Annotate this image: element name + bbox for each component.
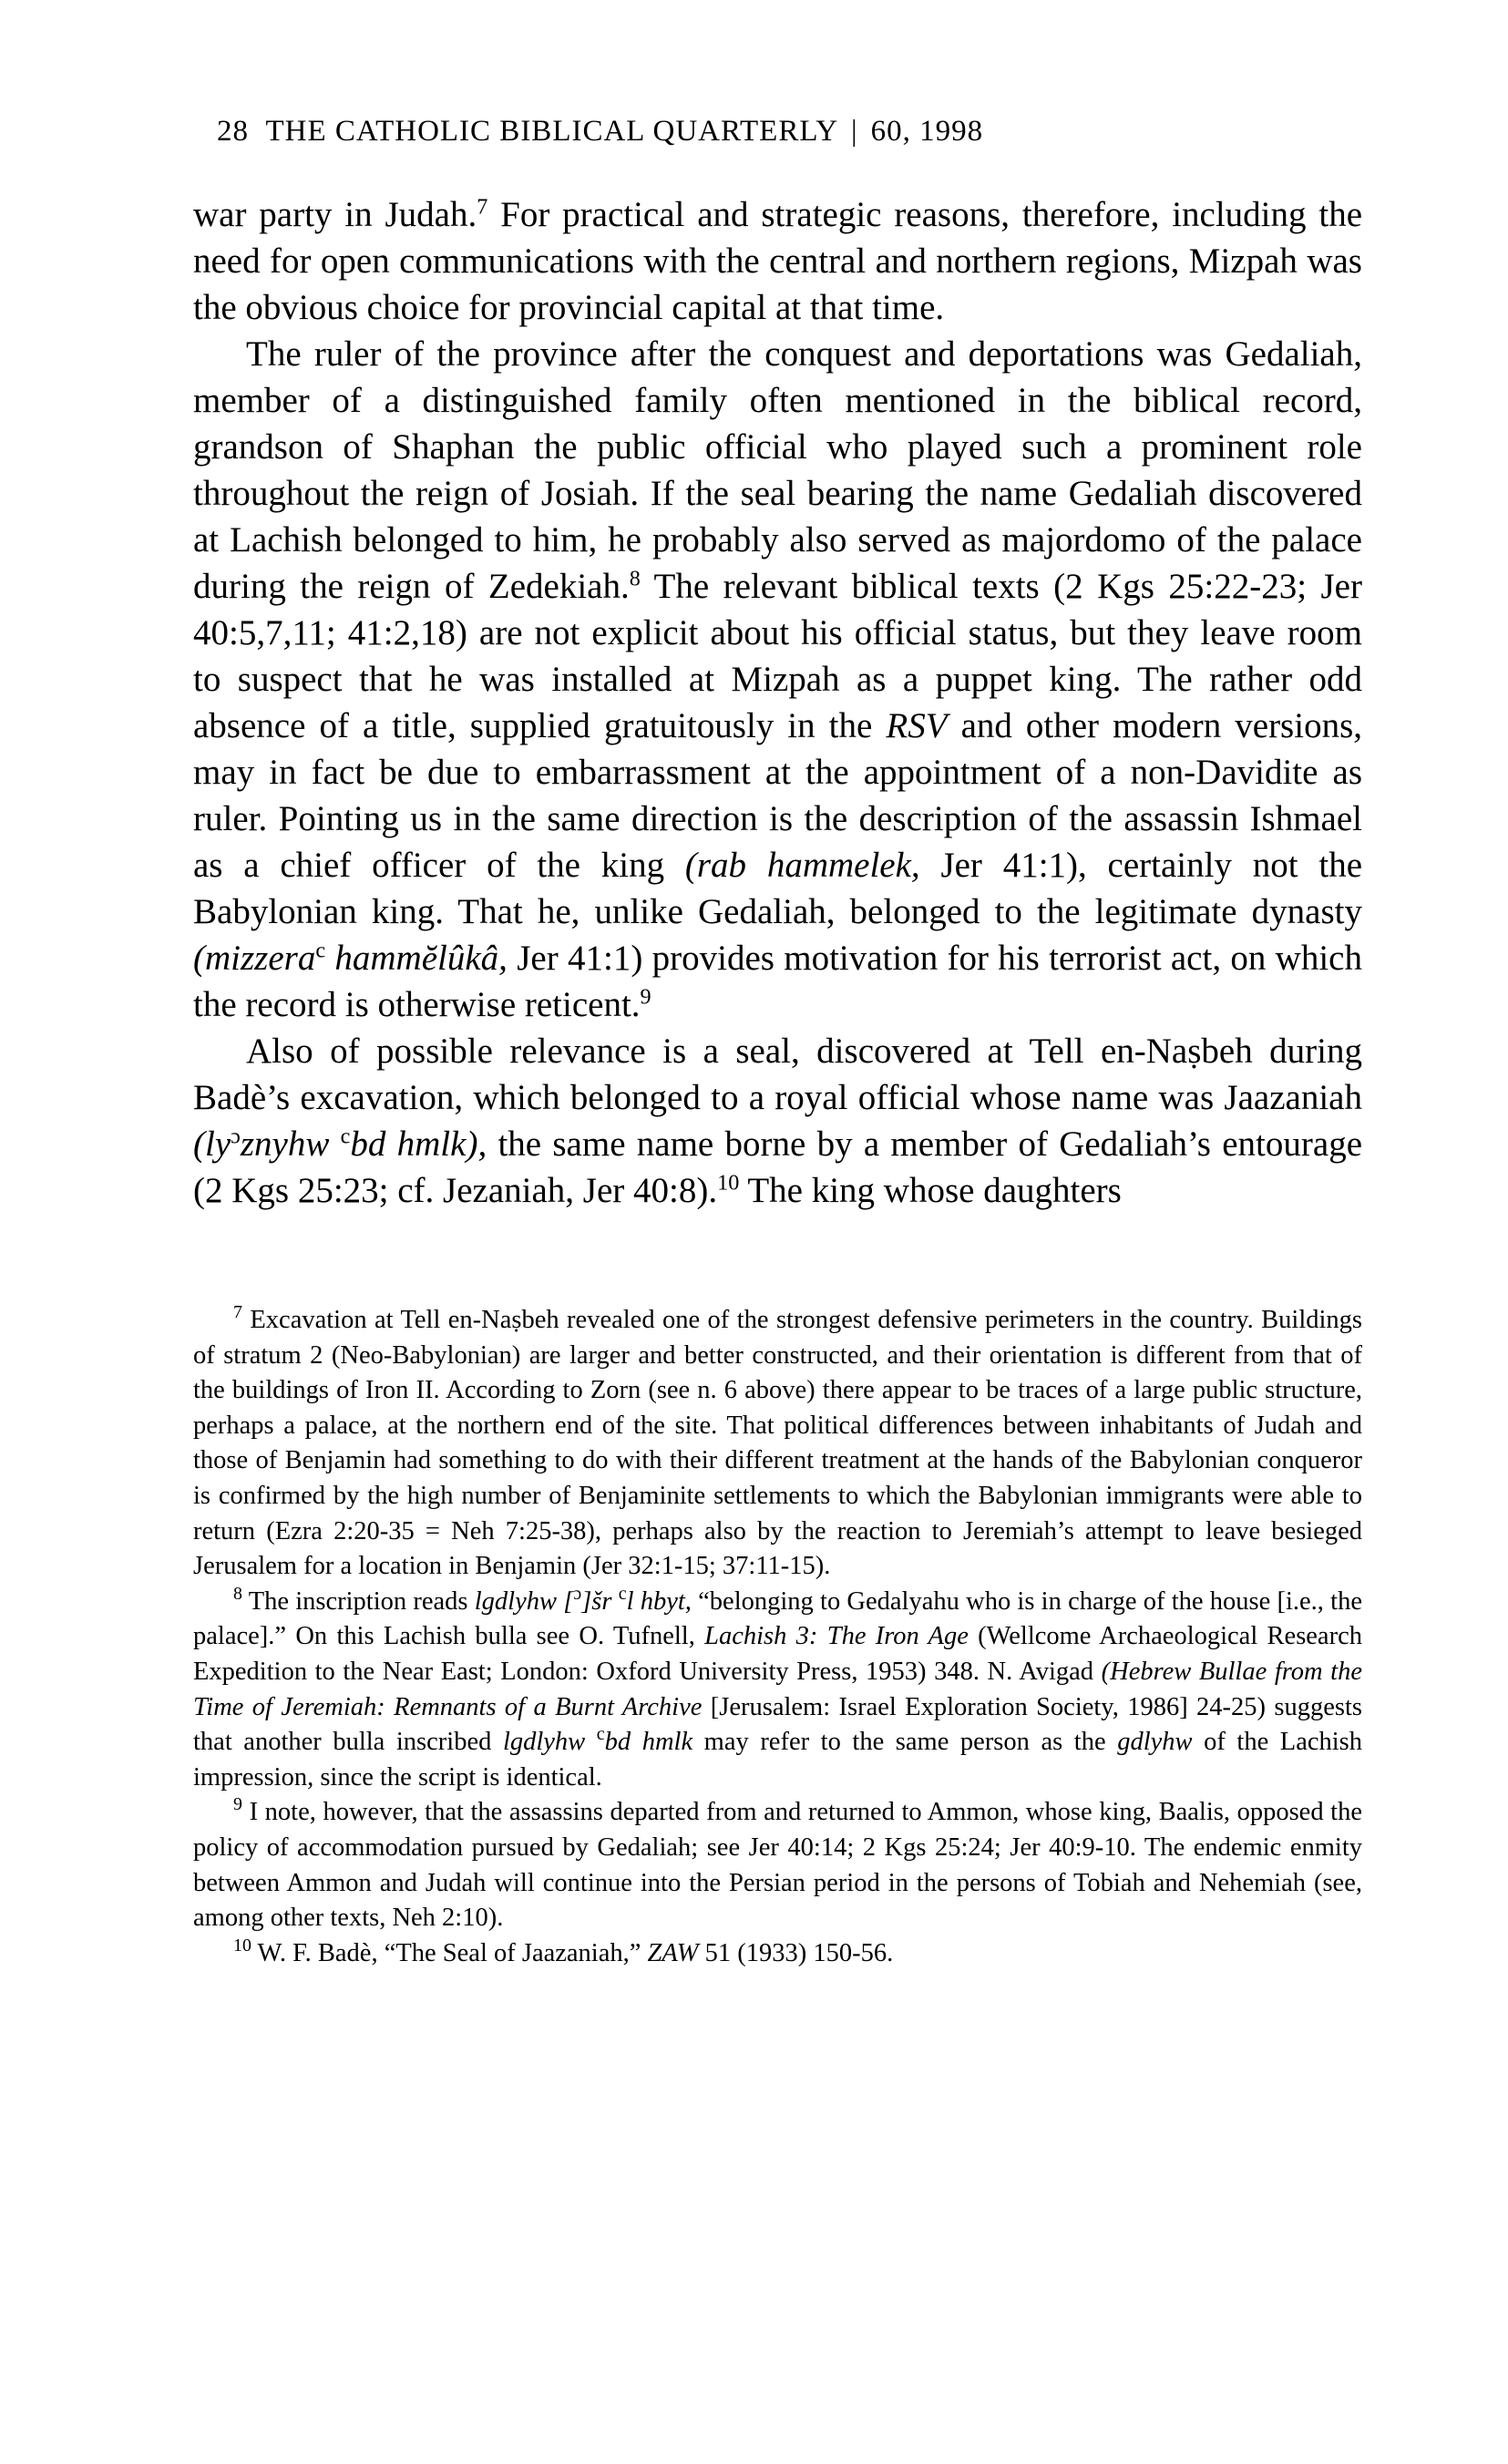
footnote-text: (Wellcome Archaeological Research Expedition to the Near East; London: Oxford University Press, 1953) 348. N. Avigad (193, 1622, 1362, 1686)
footnote-text: “belonging to Gedalyahu who is in charge of the house [i.e., the palace].” On this Lachish bulla see O. Tufnell, (193, 1586, 1362, 1651)
text-run: For practical and strategic reasons, therefore, including the need for open communications with the central and northern regions, Mizpah was the obvious choice for provincial capital at that time. (193, 195, 1362, 327)
footnote-ref[interactable]: 9 (640, 984, 651, 1010)
paragraph (193, 191, 1362, 331)
italic-run: bd hmlk), (350, 1124, 487, 1164)
running-head (217, 113, 1365, 149)
footnote-text: 51 (1933) 150-56. (698, 1938, 894, 1967)
italic-run: znyhw (240, 1124, 341, 1164)
text-run: Jer 41:1) provides motivation for his terrorist act, on which the record is otherwise reticent. (193, 939, 1362, 1024)
italic-run: ]šr (581, 1586, 619, 1616)
italic-run: (mizzera (193, 939, 316, 978)
footnote-text: of the Lachish impression, since the script is identical. (193, 1728, 1363, 1792)
text-run: The king whose daughters (739, 1171, 1122, 1210)
footnotes (193, 1303, 1362, 1971)
italic-run: hammĕlûkâ, (325, 939, 508, 978)
footnote-7 (193, 1303, 1362, 1585)
text-run: The ruler of the province after the conquest and deportations was Gedaliah, member of a distinguished family often mentioned in the biblical record, grandson of Shaphan the public official who played such a prominent role throughout the reign of Josiah. If the seal bearing the name Gedaliah discovered at Lachish belonged to him, he probably also served as majordomo of the palace during the reign of Zedekiah. (193, 334, 1362, 606)
italic-run: (rab hammelek, (684, 846, 920, 885)
footnote-8 (193, 1585, 1362, 1796)
italic-run: Lachish 3: The Iron Age (704, 1622, 969, 1651)
paragraph (193, 1028, 1362, 1214)
italic-run: ZAW (647, 1938, 699, 1967)
footnote-text: I note, however, that the assassins departed from and returned to Ammon, whose king, Baalis, opposed the policy of accommodation pursued by Gedaliah; see Jer 40:14; 2 Kgs 25:24; Jer 40:9-10. The endemic enmity between Ammon and Judah will continue into the Persian period in the persons of Tobiah and Nehemiah (see, among other texts, Neh 2:10). (193, 1798, 1362, 1933)
footnote-number: 8 (233, 1583, 242, 1604)
text-run: war party in Judah. (193, 195, 477, 234)
italic-run: RSV (886, 706, 948, 745)
footnote-ref[interactable]: 10 (717, 1170, 740, 1196)
text-run: the same name borne by a member of Gedaliah’s entourage (2 Kgs 25:23; cf. Jezaniah, Jer 40:8). (193, 1124, 1362, 1210)
text-run: and other modern versions, may in fact be due to embarrassment at the appointment of a non-Davidite as ruler. Pointing us in the same direction is the description of the assassin Ishmael as a chief officer of the king (193, 706, 1362, 885)
footnote-text: The inscription reads (241, 1586, 475, 1616)
paragraph (193, 331, 1362, 1028)
italic-run: l hbyt, (626, 1586, 692, 1616)
italic-run: (Hebrew Bullae from the Time of Jeremiah: Remnants of a Burnt Archive (193, 1657, 1362, 1721)
footnote-ref[interactable]: 8 (629, 566, 641, 591)
journal-title: THE CATHOLIC BIBLICAL QUARTERLY (265, 115, 839, 148)
body-text (193, 191, 1362, 1214)
transliteration-mark: ɔ (231, 1124, 241, 1149)
italic-run: lgdlyhw [ (474, 1586, 574, 1616)
footnote-ref[interactable]: 7 (477, 194, 488, 220)
text-run: Jer 41:1), certainly not the Babylonian king. That he, unlike Gedaliah, belonged to the legitimate dynasty (193, 846, 1363, 931)
page-number: 28 (217, 115, 249, 148)
volume-year: 60, 1998 (870, 115, 984, 148)
text-run: Also of possible relevance is a seal, discovered at Tell en-Naṣbeh during Badè’s excavation, which belonged to a royal official whose name was Jaazaniah (193, 1032, 1362, 1117)
footnote-text: W. F. Badè, “The Seal of Jaazaniah,” (251, 1938, 648, 1967)
footnote-text: [Jerusalem: Israel Exploration Society, 1986] 24-25) suggests that another bulla inscribed (193, 1692, 1362, 1757)
transliteration-mark: ɔ (573, 1583, 582, 1604)
footnote-number: 7 (233, 1302, 242, 1323)
footnote-9 (193, 1795, 1362, 1935)
transliteration-mark: c (315, 938, 326, 963)
footnote-number: 9 (233, 1794, 242, 1815)
transliteration-mark: c (340, 1124, 351, 1149)
italic-run: gdlyhw (1117, 1728, 1193, 1757)
italic-run: (ly (193, 1124, 231, 1164)
header-separator: | (851, 115, 858, 148)
italic-run: lgdlyhw (502, 1728, 597, 1757)
text-run: The relevant biblical texts (2 Kgs 25:22-23; Jer 40:5,7,11; 41:2,18) are not explicit about his official status, but they leave room to suspect that he was installed at Mizpah as a puppet king. The rather odd absence of a title, supplied gratuitously in the (193, 567, 1362, 745)
footnote-text: may refer to the same person as the (692, 1728, 1118, 1757)
footnote-number: 10 (233, 1935, 251, 1956)
footnote-text: Excavation at Tell en-Naṣbeh revealed one of the strongest defensive perimeters in the country. Buildings of stratum 2 (Neo-Babylonian) are larger and better constructed, and their orientation is different from that of the buildings of Iron II. According to Zorn (see n. 6 above) there appear to be traces of a large public structure, perhaps a palace, at the northern end of the site. That political differences between inhabitants of Judah and those of Benjamin had something to do with their different treatment at the hands of the Babylonian conqueror is confirmed by the high number of Benjaminite settlements to which the Babylonian immigrants were able to return (Ezra 2:20-35 = Neh 7:25-38), perhaps also by the reaction to Jeremiah’s attempt to leave besieged Jerusalem for a location in Benjamin (Jer 32:1-15; 37:11-15). (193, 1306, 1362, 1581)
transliteration-mark: c (618, 1583, 627, 1604)
footnote-10 (193, 1936, 1362, 1972)
transliteration-mark: c (596, 1724, 605, 1745)
italic-run: bd hmlk (604, 1728, 693, 1757)
